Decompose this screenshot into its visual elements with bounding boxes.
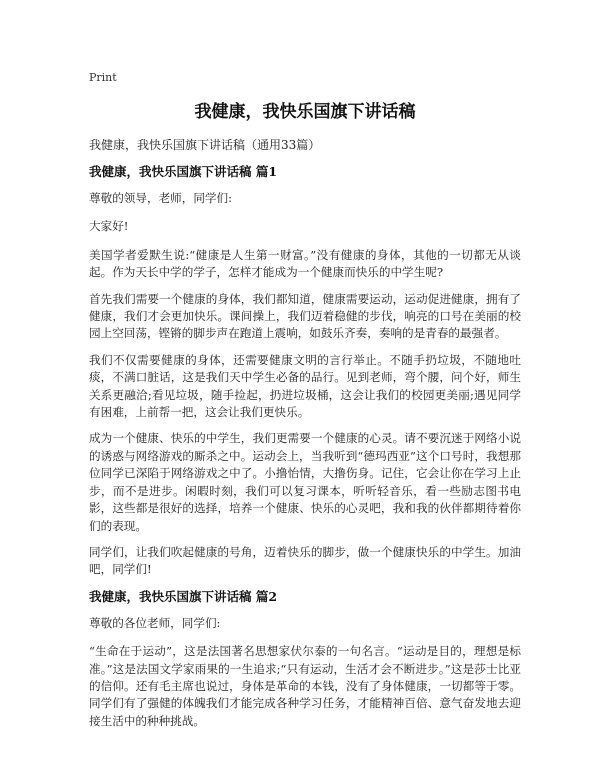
section-heading: 我健康，我快乐国旗下讲话稿 篇1 <box>89 164 278 179</box>
document-page <box>89 70 521 739</box>
paragraph: 我们不仅需要健康的身体，还需要健康文明的言行举止。不随手扔垃圾，不随地吐痰，不满口脏话，这是我们天中学生必备的品行。见到老师，弯个腰，问个好，师生关系更融洽;看见垃圾，随手捡起，扔进垃圾桶，这会让我们的校园更美丽;遇见同学有困难，上前帮一把，这会让我们更快乐。 <box>89 352 521 420</box>
print-link[interactable]: Print <box>89 71 117 84</box>
section-1 <box>89 163 521 579</box>
paragraph-greeting: 尊敬的各位老师，同学们: <box>89 615 221 630</box>
paragraph: 同学们，让我们吹起健康的号角，迈着快乐的脚步，做一个健康快乐的中学生。加油吧，同学们! <box>89 544 521 577</box>
paragraph: 成为一个健康、快乐的中学生，我们更需要一个健康的心灵。请不要沉迷于网络小说的诱惑与网络游戏的厮杀之中。运动会上，当我听到“德玛西亚”这个口号时，我想那位同学已深陷于网络游戏之中了。小撸怡情，大撸伤身。记住，它会让你在学习上止步，而不是进步。闲暇时刻，我们可以复习课本，听听轻音乐，看一些励志图书电影，这些都是很好的选择，培养一个健康、快乐的心灵吧，我和我的伙伴都期待着你们的表现。 <box>89 431 521 533</box>
paragraph: “生命在于运动”，这是法国著名思想家伏尔泰的一句名言。“运动是目的，理想是标准。”这是法国文学家雨果的一生追求;“只有运动，生活才会不断进步。”这是莎士比亚的信仰。还有毛主席也说过，身体是革命的本钱，没有了身体健康，一切都等于零。同学们有了强健的体魄我们才能完成各种学习任务，才能精神百倍、意气奋发地去迎接生活中的种种挑战。 <box>89 644 521 728</box>
paragraph: 美国学者爱默生说:“健康是人生第一财富。”没有健康的身体，其他的一切都无从谈起。作为天长中学的学子，怎样才能成为一个健康而快乐的中学生呢? <box>89 247 521 280</box>
document-subtitle: 我健康，我快乐国旗下讲话稿（通用33篇） <box>89 138 321 152</box>
section-heading: 我健康，我快乐国旗下讲话稿 篇2 <box>89 588 278 604</box>
page-title: 我健康，我快乐国旗下讲话稿 <box>194 102 416 122</box>
paragraph-hello: 大家好! <box>89 219 129 234</box>
section-2 <box>89 588 521 730</box>
paragraph: 首先我们需要一个健康的身体，我们都知道，健康需要运动，运动促进健康，拥有了健康，我们才会更加快乐。课间操上，我们迈着稳健的步伐，响亮的口号在美丽的校园上空回荡，铿锵的脚步声在跑道上震响，如鼓乐齐奏，奏响的是青春的最强者。 <box>89 291 521 341</box>
paragraph-greeting: 尊敬的领导，老师，同学们: <box>89 191 233 205</box>
